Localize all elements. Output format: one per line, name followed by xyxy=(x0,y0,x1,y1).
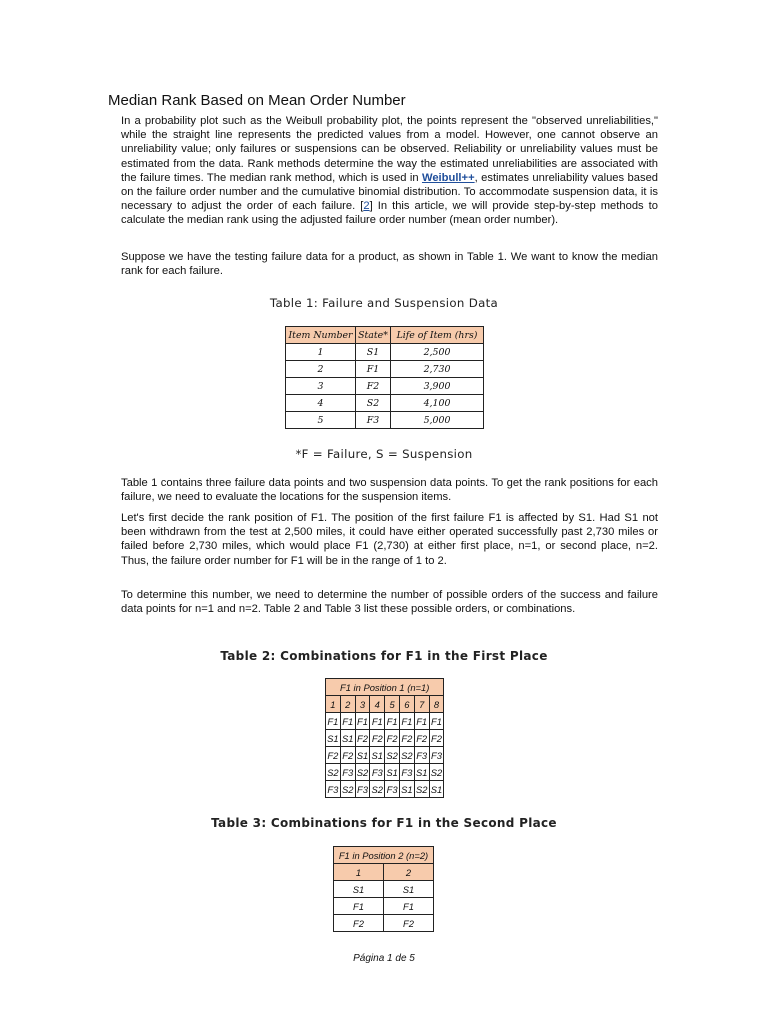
table1-cell: 3,900 xyxy=(391,378,484,395)
table1-cell: S1 xyxy=(356,344,391,361)
table1-row xyxy=(286,361,484,378)
table2-caption: Table 2: Combinations for F1 in the First Place xyxy=(220,649,548,663)
table1-cell: F3 xyxy=(356,412,391,429)
table2-row xyxy=(326,713,444,730)
table1-cell: 5 xyxy=(286,412,356,429)
table2-cell: S1 xyxy=(340,730,355,747)
intro-text-1: In a probability plot such as the Weibull probability plot, the points represent the "observed unreliabilities," while the straight line represents the predicted values from a model. However, one cannot observe an unreliability value; only failures or suspensions can be observed. Reliability or unreliability values must be estimated from the data. Rank methods determine the way the estimated unreliabilities are associated with the failure times. The median rank method, which is used in xyxy=(121,115,658,184)
reference-link[interactable]: 2 xyxy=(363,200,370,213)
section-heading: Median Rank Based on Mean Order Number xyxy=(108,92,406,109)
table2-cell: F1 xyxy=(355,713,370,730)
table2-cell: F3 xyxy=(429,747,444,764)
table1-header-cell: Life of Item (hrs) xyxy=(391,327,484,344)
table2-column-row xyxy=(326,696,444,713)
table1-header-cell: Item Number xyxy=(286,327,356,344)
table1-row xyxy=(286,412,484,429)
table1-cell: 4 xyxy=(286,395,356,412)
suppose-paragraph: Suppose we have the testing failure data for a product, as shown in Table 1. We want to know the median rank for each failure. xyxy=(121,251,658,278)
table2-title: F1 in Position 1 (n=1) xyxy=(326,679,444,696)
weibull-link[interactable]: Weibull++ xyxy=(421,171,475,184)
table3-cell: F2 xyxy=(334,915,384,932)
table2-cell: S1 xyxy=(326,730,341,747)
table2-cell: F3 xyxy=(355,781,370,798)
table2-cell: F3 xyxy=(385,781,400,798)
table2-cell: F1 xyxy=(370,713,385,730)
table3-title-row xyxy=(334,847,434,864)
table3-cell: F1 xyxy=(384,898,434,915)
table2-cell: F2 xyxy=(340,747,355,764)
table1-cell: S2 xyxy=(356,395,391,412)
table2-cell: S2 xyxy=(370,781,385,798)
table2-column-header: 2 xyxy=(340,696,355,713)
table2-cell: S2 xyxy=(355,764,370,781)
table2-cell: F2 xyxy=(429,730,444,747)
table2-column-header: 1 xyxy=(326,696,341,713)
table3-cell: F2 xyxy=(384,915,434,932)
table2-cell: S2 xyxy=(429,764,444,781)
table2-column-header: 7 xyxy=(414,696,429,713)
table3-title: F1 in Position 2 (n=2) xyxy=(334,847,434,864)
table1-cell: 4,100 xyxy=(391,395,484,412)
table3-row xyxy=(334,881,434,898)
table2-cell: S2 xyxy=(414,781,429,798)
intro-paragraph xyxy=(121,114,658,228)
table2-cell: F3 xyxy=(326,781,341,798)
table1-row xyxy=(286,344,484,361)
table2-column-header: 8 xyxy=(429,696,444,713)
table3-row xyxy=(334,915,434,932)
table2-column-header: 4 xyxy=(370,696,385,713)
table3-cell: F1 xyxy=(334,898,384,915)
table2-cell: F1 xyxy=(340,713,355,730)
table3-cell: S1 xyxy=(334,881,384,898)
table1-header-cell: State* xyxy=(356,327,391,344)
table2-cell: F2 xyxy=(326,747,341,764)
table3-column-header: 1 xyxy=(334,864,384,881)
table3-column-row xyxy=(334,864,434,881)
intro-text-3: ] In this article, we will provide step-by-step methods to calculate the median rank using the adjusted failure order number (mean order number). xyxy=(121,200,658,227)
table2-cell: F3 xyxy=(399,764,414,781)
table3-row xyxy=(334,898,434,915)
table2-cell: S2 xyxy=(385,747,400,764)
table2-row xyxy=(326,781,444,798)
table1-row xyxy=(286,395,484,412)
table1-cell: 1 xyxy=(286,344,356,361)
table1-cell: 2 xyxy=(286,361,356,378)
table2-cell: S2 xyxy=(340,781,355,798)
table2-cell: F3 xyxy=(340,764,355,781)
table2-cell: S1 xyxy=(429,781,444,798)
table1-header-row xyxy=(286,327,484,344)
paragraph-table1-contains: Table 1 contains three failure data points and two suspension data points. To get the rank positions for each failure, we need to evaluate the locations for the suspension items. xyxy=(121,477,658,504)
table1-cell: 3 xyxy=(286,378,356,395)
table2-row xyxy=(326,730,444,747)
table1-cell: 2,730 xyxy=(391,361,484,378)
table2-cell: F1 xyxy=(414,713,429,730)
paragraph-rank-position: Let's first decide the rank position of F1. The position of the first failure F1 is affected by S1. Had S1 not been withdrawn from the test at 2,500 miles, it could have either operated successfully past 2,730 miles or failed before 2,730 miles, which would place F1 (2,730) at either first place, n=1, or second place, n=2. Thus, the failure order number for F1 will be in the range of 1 to 2. xyxy=(121,512,658,567)
table2-cell: F1 xyxy=(429,713,444,730)
table1-cell: 2,500 xyxy=(391,344,484,361)
table2-cell: S1 xyxy=(414,764,429,781)
table1-cell: F2 xyxy=(356,378,391,395)
table2-cell: F3 xyxy=(414,747,429,764)
table1-cell: F1 xyxy=(356,361,391,378)
table3-cell: S1 xyxy=(384,881,434,898)
table1-row xyxy=(286,378,484,395)
table2-row xyxy=(326,764,444,781)
combinations-second-place-table xyxy=(333,846,434,932)
table2-cell: F2 xyxy=(385,730,400,747)
table1-cell: 5,000 xyxy=(391,412,484,429)
table2-column-header: 3 xyxy=(355,696,370,713)
table2-cell: F2 xyxy=(399,730,414,747)
intro-text-2: , estimates unreliability values based on the failure order number and the cumulative binomial distribution. To accommodate suspension data, it is necessary to adjust the order of each failure. [ xyxy=(121,171,659,213)
table2-row xyxy=(326,747,444,764)
combinations-first-place-table xyxy=(325,678,444,798)
table2-cell: F2 xyxy=(355,730,370,747)
table1-caption: Table 1: Failure and Suspension Data xyxy=(269,296,499,310)
table2-cell: F1 xyxy=(399,713,414,730)
table1-footnote: *F = Failure, S = Suspension xyxy=(295,447,473,461)
table2-cell: F1 xyxy=(326,713,341,730)
failure-suspension-table xyxy=(285,326,484,429)
table2-cell: F2 xyxy=(414,730,429,747)
table2-cell: F1 xyxy=(385,713,400,730)
table2-cell: S1 xyxy=(370,747,385,764)
table2-title-row xyxy=(326,679,444,696)
table3-column-header: 2 xyxy=(384,864,434,881)
table2-cell: F2 xyxy=(370,730,385,747)
table3-caption: Table 3: Combinations for F1 in the Second Place xyxy=(211,816,557,830)
table2-cell: S2 xyxy=(399,747,414,764)
table2-cell: S2 xyxy=(326,764,341,781)
table2-column-header: 6 xyxy=(399,696,414,713)
table2-column-header: 5 xyxy=(385,696,400,713)
table2-cell: S1 xyxy=(355,747,370,764)
table2-cell: S1 xyxy=(385,764,400,781)
paragraph-determine: To determine this number, we need to determine the number of possible orders of the success and failure data points for n=1 and n=2. Table 2 and Table 3 list these possible orders, or combinations. xyxy=(121,589,658,616)
page-footer: Página 1 de 5 xyxy=(353,953,415,964)
table2-cell: F3 xyxy=(370,764,385,781)
table2-cell: S1 xyxy=(399,781,414,798)
